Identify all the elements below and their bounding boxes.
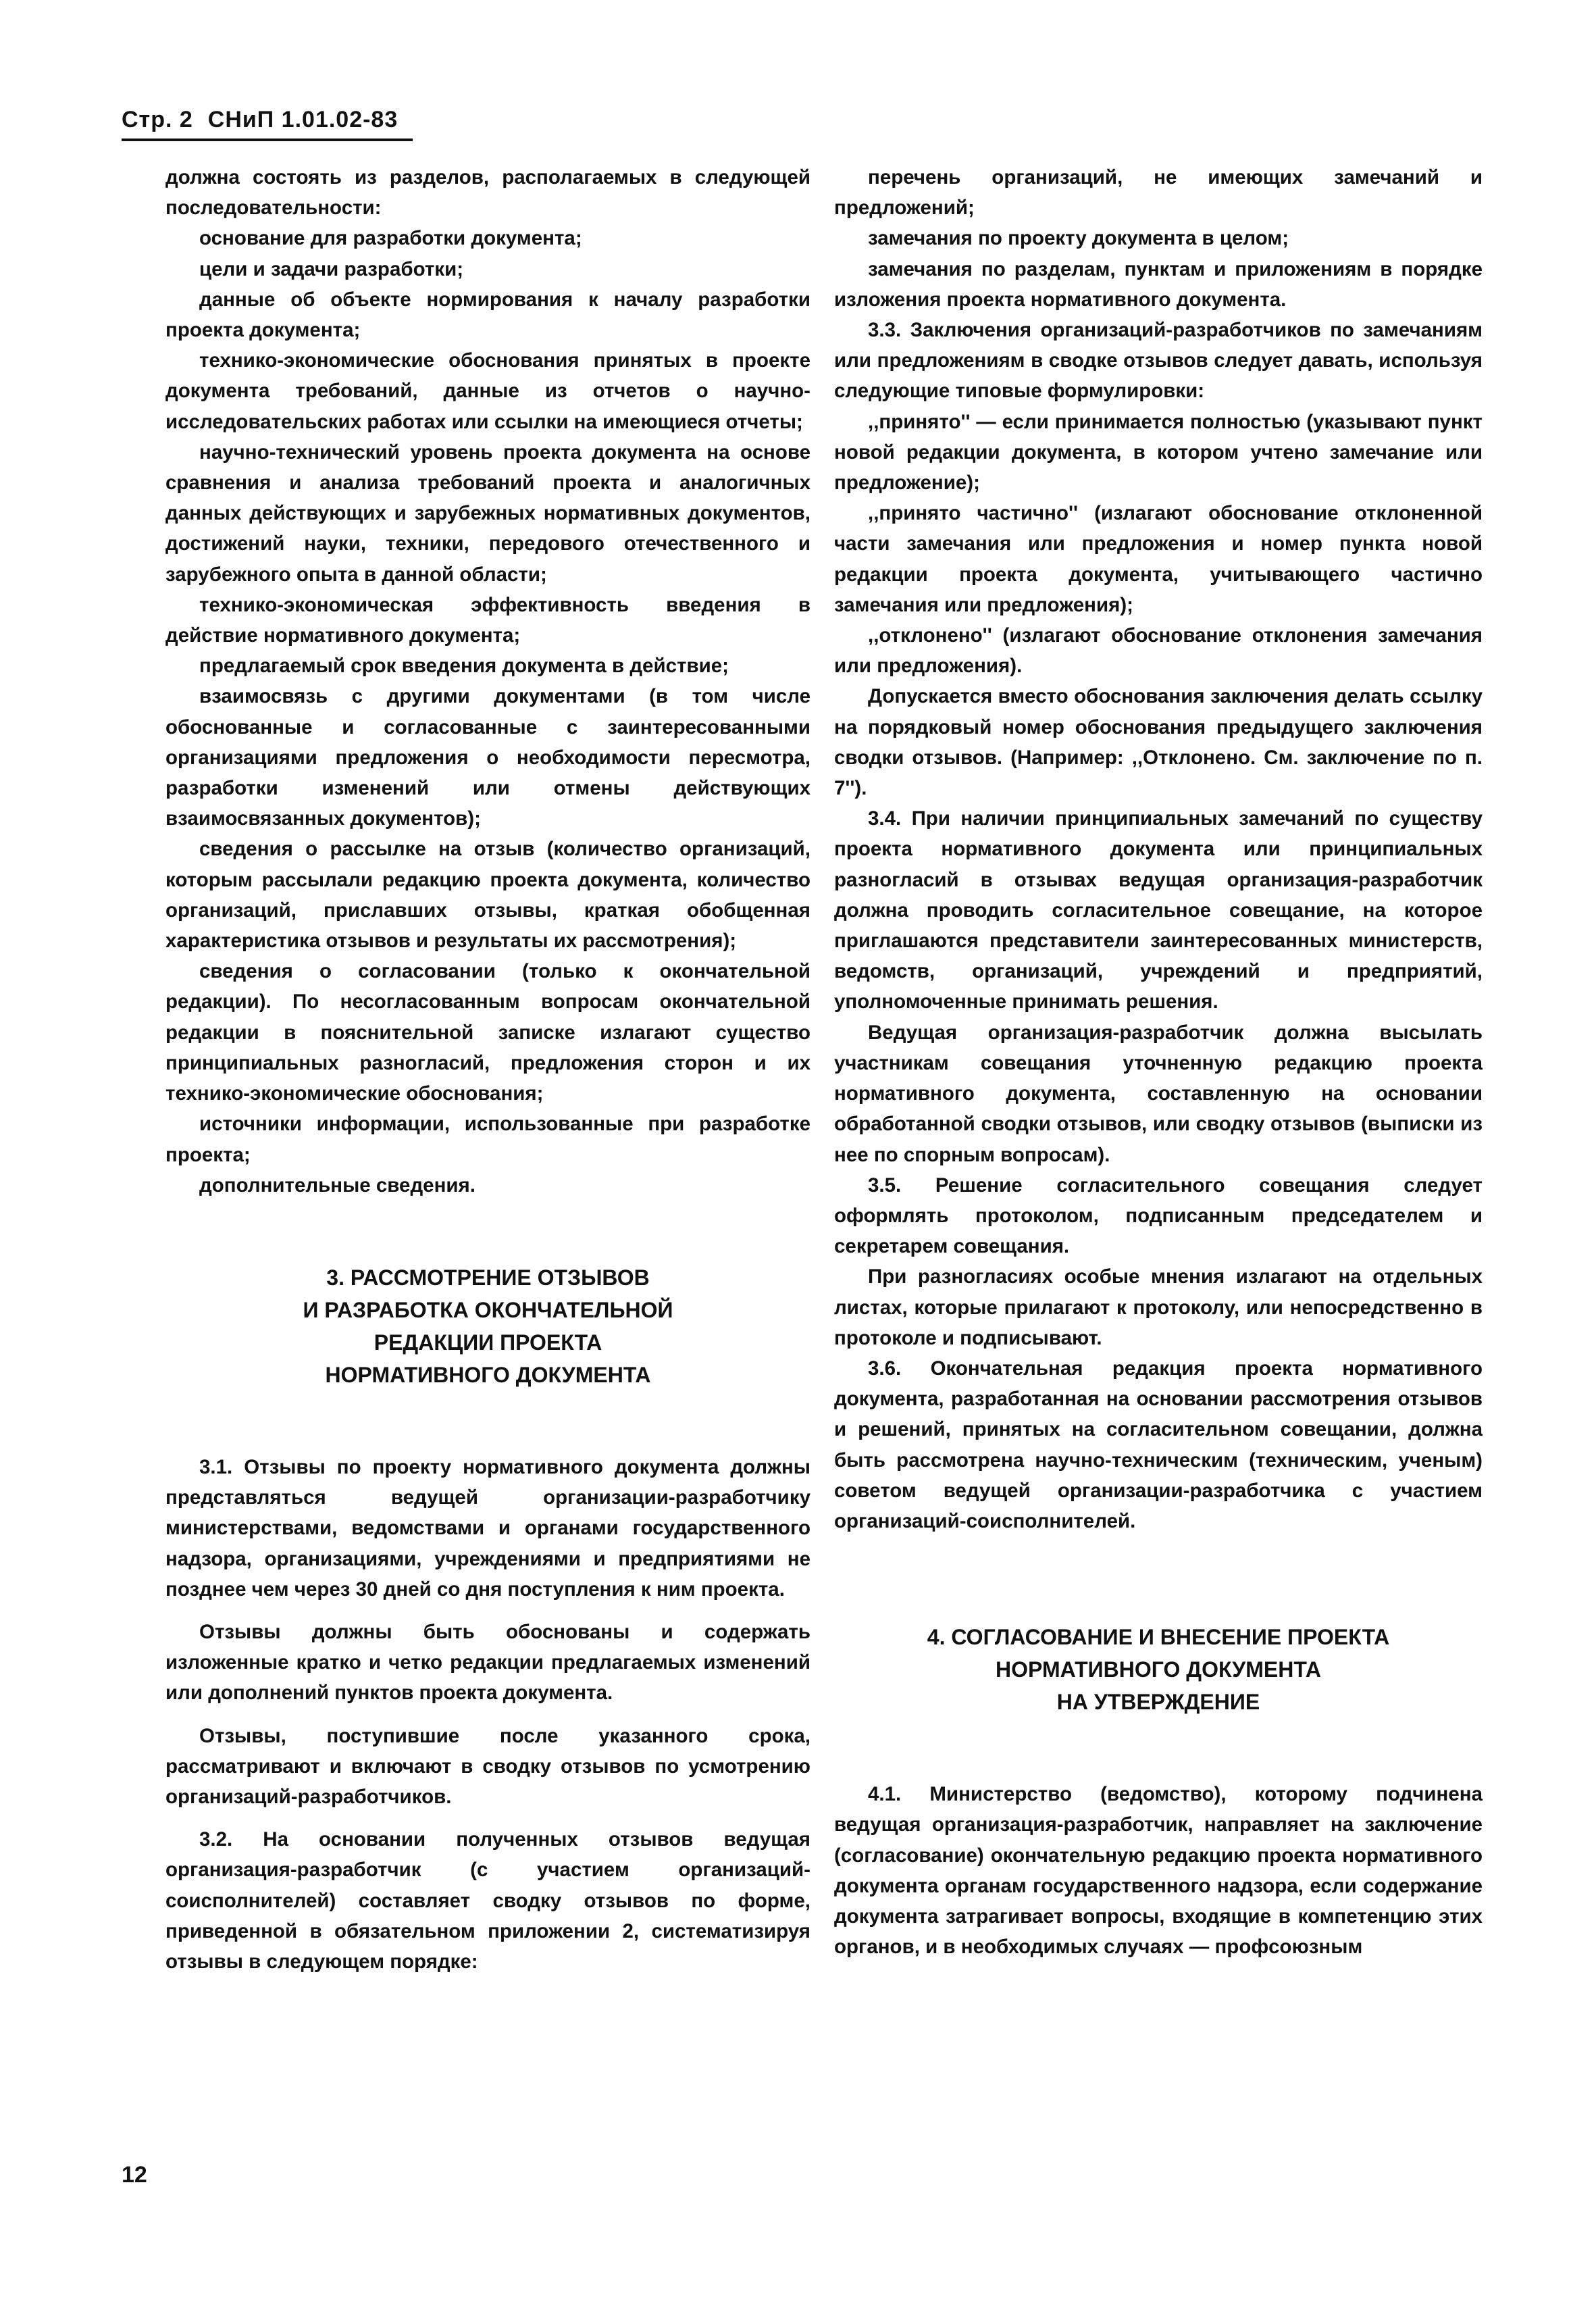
list-item: дополнительные сведения. [199,1174,475,1197]
paragraph: Допускается вместо обоснования заключения делать ссылку на порядковый номер обоснования предыдущего заключения сводки отзывов. (Например: ,,Отклонено. См. заключение по п. 7''). [834,685,1483,800]
page-label: Стр. 2 [122,107,193,132]
running-header [122,107,413,141]
list-item: перечень организаций, не имеющих замечаний и предложений; [834,166,1483,220]
clause-text: Отзывы по проекту нормативного документа должны представляться ведущей организации-разработчику министерствами, ведомствами и органами государственного надзора, организациями, учреждениями и предприятиями не позднее чем через 30 дней со дня поступления к ним проекта. [165,1455,810,1601]
clause-3-2 [165,1824,810,1977]
left-column [165,162,810,1977]
paragraph: Ведущая организация-разработчик должна высылать участникам совещания уточненную редакцию проекта нормативного документа, составленную на основании обработанной сводки отзывов, или сводку отзывов (выписки из нее по спорным вопросам). [834,1021,1483,1166]
clause-number: 3.3. [868,319,902,342]
clause-number: 3.4. [868,807,902,830]
list-item: технико-экономические обоснования принятых в проекте документа требований, данные из отчетов о научно-исследовательских работах или ссылки на имеющиеся отчеты; [165,349,810,433]
list-item: научно-технический уровень проекта документа на основе сравнения и анализа требований проекта и аналогичных данных действующих и зарубежных нормативных документов, достижений науки, техники, передового отечественного и зарубежного опыта в данной области; [165,441,810,586]
clause-text: Окончательная редакция проекта нормативного документа, разработанная на основании рассмотрения отзывов и решений, принятых на согласительном совещании, должна быть рассмотрена научно-техническим (техническим, ученым) советом ведущей организации-разработчика с участием организаций-соисполнителей. [834,1357,1483,1532]
list-item: замечания по разделам, пунктам и приложениям в порядке изложения проекта нормативного документа. [834,257,1483,311]
clause-text: Заключения организаций-разработчиков по замечаниям или предложениям в сводке отзывов следует давать, используя следующие типовые формулировки: [834,319,1483,403]
list-item: ,,отклонено'' (излагают обоснование отклонения замечания или предложения). [834,624,1483,678]
clause-3-1 [165,1452,810,1605]
paragraph: Отзывы, поступившие после указанного срока, рассматривают и включают в сводку отзывов по усмотрению организаций-разработчиков. [165,1724,810,1808]
clause-number: 4.1. [868,1783,902,1806]
heading-line: 3. РАССМОТРЕНИЕ ОТЗЫВОВ [326,1265,650,1290]
paragraph: Отзывы должны быть обоснованы и содержать изложенные кратко и четко редакции предлагаемых изменений или дополнений пунктов проекта документа. [165,1620,810,1705]
list-item: замечания по проекту документа в целом; [868,227,1289,250]
list-item: ,,принято'' — если принимается полностью (указывают пункт новой редакции документа, в котором учтено замечание или предложение); [834,410,1483,495]
clause-number: 3.5. [868,1174,902,1197]
list-item: цели и задачи разработки; [199,257,464,280]
list-item: основание для разработки документа; [199,227,582,250]
heading-line: НА УТВЕРЖДЕНИЕ [1056,1690,1260,1715]
clause-text: На основании полученных отзывов ведущая организация-разработчик (с участием организаций-соисполнителей) составляет сводку отзывов по форме, приведенной в обязательном приложении 2, систематизируя отзывы в следующем порядке: [165,1828,810,1973]
page-number: 12 [122,2162,147,2188]
document-code: СНиП 1.01.02-83 [207,107,398,132]
clause-3-4 [834,803,1483,1017]
heading-line: И РАЗРАБОТКА ОКОНЧАТЕЛЬНОЙ [303,1297,673,1322]
clause-4-1 [834,1779,1483,1962]
heading-line: РЕДАКЦИИ ПРОЕКТА [374,1330,602,1355]
list-item: источники информации, использованные при разработке проекта; [165,1113,810,1166]
clause-text: При наличии принципиальных замечаний по существу проекта нормативного документа или принципиальных разногласий в отзывах ведущая организация-разработчик должна проводить согласительное совещание, на которое приглашаются представители заинтересованных министерств, ведомств, организаций, учреждений и предприятий, уполномоченные принимать решения. [834,807,1483,1013]
section-3-heading [165,1261,810,1391]
clause-number: 3.2. [199,1828,233,1851]
clause-3-6 [834,1353,1483,1536]
list-item: данные об объекте нормирования к началу разработки проекта документа; [165,288,810,342]
list-item: технико-экономическая эффективность введения в действие нормативного документа; [165,593,810,647]
clause-3-3 [834,315,1483,407]
list-item: предлагаемый срок введения документа в действие; [199,655,729,678]
heading-line: 4. СОГЛАСОВАНИЕ И ВНЕСЕНИЕ ПРОЕКТА [927,1625,1390,1650]
list-item: сведения о согласовании (только к окончательной редакции). По несогласованным вопросам окончательной редакции в пояснительной записке излагают существо принципиальных разногласий, предложения сторон и их технико-экономические обоснования; [165,960,810,1105]
clause-number: 3.6. [868,1357,902,1380]
clause-text: Решение согласительного совещания следует оформлять протоколом, подписанным председателем и секретарем совещания. [834,1174,1483,1258]
paragraph: При разногласиях особые мнения излагают на отдельных листах, которые прилагают к протоколу, или непосредственно в протоколе и подписывают. [834,1265,1483,1349]
heading-line: НОРМАТИВНОГО ДОКУМЕНТА [325,1362,651,1387]
clause-text: Министерство (ведомство), которому подчинена ведущая организация-разработчик, направляет на заключение (согласование) окончательную редакцию проекта нормативного документа органам государственного надзора, если содержание документа затрагивает вопросы, входящие в компетенцию этих органов, и в необходимых случаях — профсоюзным [834,1783,1483,1959]
clause-3-5 [834,1170,1483,1262]
list-item: сведения о рассылке на отзыв (количество организаций, которым рассылали редакцию проекта документа, количество организаций, приславших отзывы, краткая обобщенная характеристика отзывов и результаты их рассмотрения); [165,838,810,953]
list-item: взаимосвязь с другими документами (в том числе обоснованные и согласованные с заинтересованными организациями предложения о необходимости пересмотра, разработки изменений или отмены действующих взаимосвязанных документов); [165,685,810,830]
section-4-heading [834,1621,1483,1718]
right-column [834,162,1483,1962]
clause-number: 3.1. [199,1455,233,1478]
list-item: ,,принято частично'' (излагают обоснование отклоненной части замечания или предложения и номер пункта новой редакции проекта документа, учитывающего частично замечания или предложения); [834,502,1483,616]
heading-line: НОРМАТИВНОГО ДОКУМЕНТА [996,1657,1321,1682]
paragraph: должна состоять из разделов, располагаемых в следующей последовательности: [165,166,810,220]
